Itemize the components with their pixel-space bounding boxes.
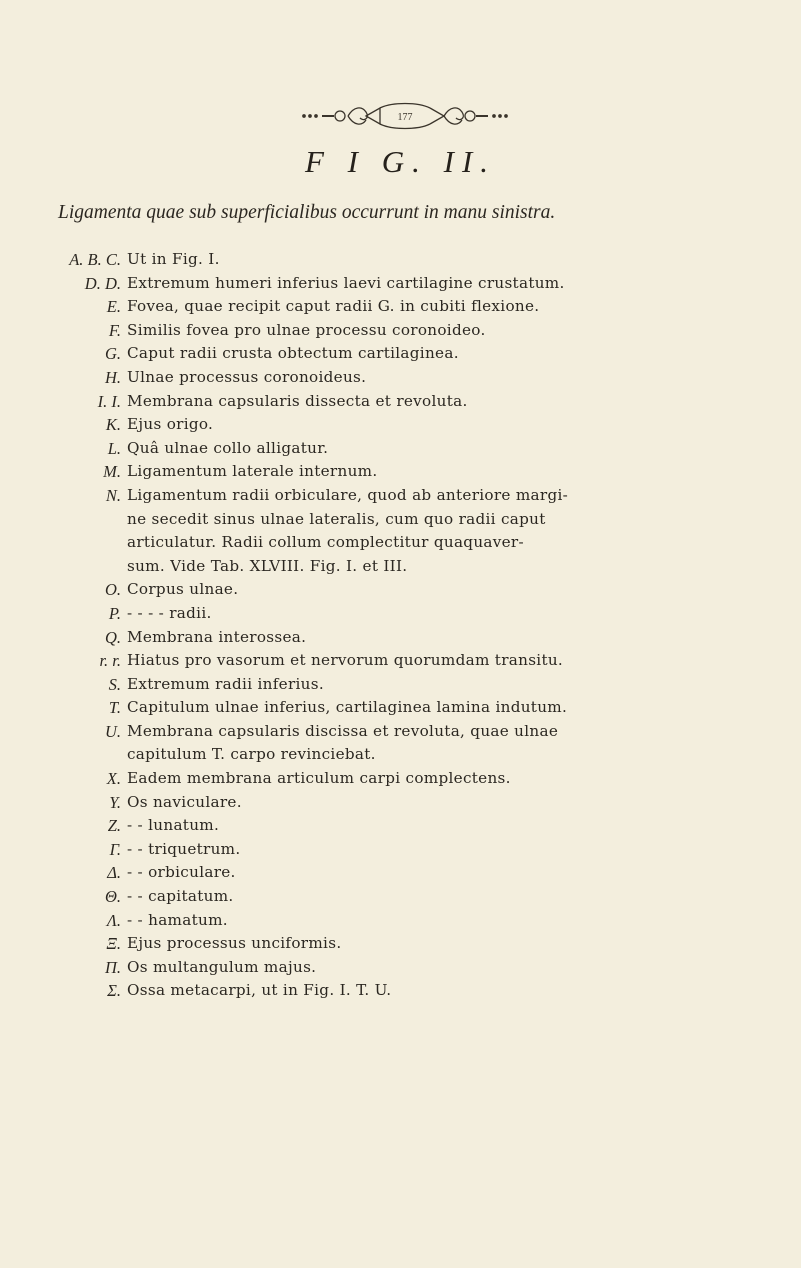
legend-key: O. [104,580,121,600]
legend-key: Σ. [107,981,121,1001]
legend-key: Y. [109,792,121,812]
legend-key: D. D. [84,273,121,293]
legend-entry [0,673,801,697]
legend-description-line: - - hamatum. [127,910,228,929]
legend-entry [0,319,801,343]
legend-entry [0,885,801,909]
legend-description-line: Ligamentum radii orbiculare, quod ab anteriore margi- [127,485,569,504]
legend-entry [0,484,801,578]
legend-description-line: capitulum T. carpo revinciebat. [127,745,376,764]
legend-key: K. [105,415,121,435]
legend-description-line: Membrana interossea. [127,627,307,646]
legend-description-line: Similis fovea pro ulnae processu coronoideo. [127,320,486,339]
legend-entry [0,909,801,933]
legend-key: U. [104,721,121,741]
legend-key: r. r. [99,651,121,671]
figure-title: F I G. II. [304,144,497,179]
legend-key: I. I. [97,391,121,411]
legend-key: Δ. [107,863,121,883]
legend-entry [0,838,801,862]
legend-entry [0,390,801,414]
legend-key: S. [108,674,121,694]
legend-key: L. [107,438,121,458]
legend-description-line: Ejus processus unciformis. [127,934,342,953]
legend-entry [0,578,801,602]
page-number: 177 [397,112,413,123]
legend-list [0,248,801,1003]
legend-key: Π. [104,957,121,977]
legend-key: P. [108,603,121,623]
legend-description-line: Membrana capsularis dissecta et revoluta. [127,391,468,410]
legend-key: Θ. [104,887,121,907]
legend-entry [0,437,801,461]
legend-entry [0,248,801,272]
legend-entry [0,342,801,366]
legend-key: G. [104,344,121,364]
legend-key: N. [105,485,121,505]
legend-key: E. [106,297,121,317]
legend-description-line: Os naviculare. [127,792,242,811]
legend-description-line: Corpus ulnae. [127,580,239,599]
legend-entry [0,366,801,390]
legend-description-line: Quâ ulnae collo alligatur. [127,438,329,457]
legend-entry [0,814,801,838]
legend-description-line: Ejus origo. [127,415,214,434]
legend-entry [0,720,801,767]
legend-key: A. B. C. [69,250,121,269]
legend-description-line: - - lunatum. [127,816,220,835]
legend-entry [0,956,801,980]
legend-description-line: - - orbiculare. [127,863,236,882]
legend-entry [0,932,801,956]
legend-entry [0,413,801,437]
legend-entry [0,295,801,319]
legend-entry [0,649,801,673]
legend-description-line: - - triquetrum. [127,839,241,858]
legend-description-line: articulatur. Radii collum complectitur quaquaver- [127,533,524,552]
legend-description-line: Ut in Fig. I. [127,250,220,268]
legend-key: X. [106,769,121,789]
legend-description-line: ne secedit sinus ulnae lateralis, cum quo radii caput [127,509,546,528]
legend-description-line: Os multangulum majus. [127,957,317,976]
legend-description-line: Ligamentum laterale internum. [127,462,378,481]
legend-entry [0,696,801,720]
legend-description-line: Eadem membrana articulum carpi complectens. [127,769,511,788]
figure-subtitle: Ligamenta quae sub superficialibus occurrunt in manu sinistra. [58,202,556,223]
legend-entry [0,272,801,296]
legend-description-line: sum. Vide Tab. XLVIII. Fig. I. et III. [127,556,408,575]
legend-entry [0,602,801,626]
legend-description-line: Hiatus pro vasorum et nervorum quorumdam transitu. [127,651,564,670]
legend-entry [0,979,801,1003]
legend-entry [0,861,801,885]
legend-description-line: Extremum radii inferius. [127,674,324,693]
legend-description-line: Capitulum ulnae inferius, cartilaginea lamina indutum. [127,698,568,717]
legend-description-line: Extremum humeri inferius laevi cartilagine crustatum. [127,273,565,292]
legend-key: F. [108,320,121,340]
legend-key: Λ. [106,910,121,930]
legend-description-line: Fovea, quae recipit caput radii G. in cubiti flexione. [127,297,540,316]
legend-description-line: Ulnae processus coronoideus. [127,367,367,386]
legend-entry [0,460,801,484]
legend-key: Z. [107,816,121,836]
legend-entry [0,626,801,650]
legend-description-line: Ossa metacarpi, ut in Fig. I. T. U. [127,981,392,1000]
legend-entry [0,767,801,791]
legend-key: Ξ. [106,934,121,954]
legend-key: T. [108,698,121,718]
legend-entry [0,791,801,815]
legend-description-line: - - - - radii. [127,603,212,622]
legend-description-line: Membrana capsularis discissa et revoluta, quae ulnae [127,721,559,740]
legend-key: M. [103,462,121,482]
legend-description-line: Caput radii crusta obtectum cartilaginea. [127,344,459,363]
legend-key: Γ. [109,839,121,859]
legend-key: Q. [104,627,121,647]
page-number-ornament [300,96,510,136]
legend-description-line: - - capitatum. [127,887,234,906]
legend-key: H. [104,367,121,387]
